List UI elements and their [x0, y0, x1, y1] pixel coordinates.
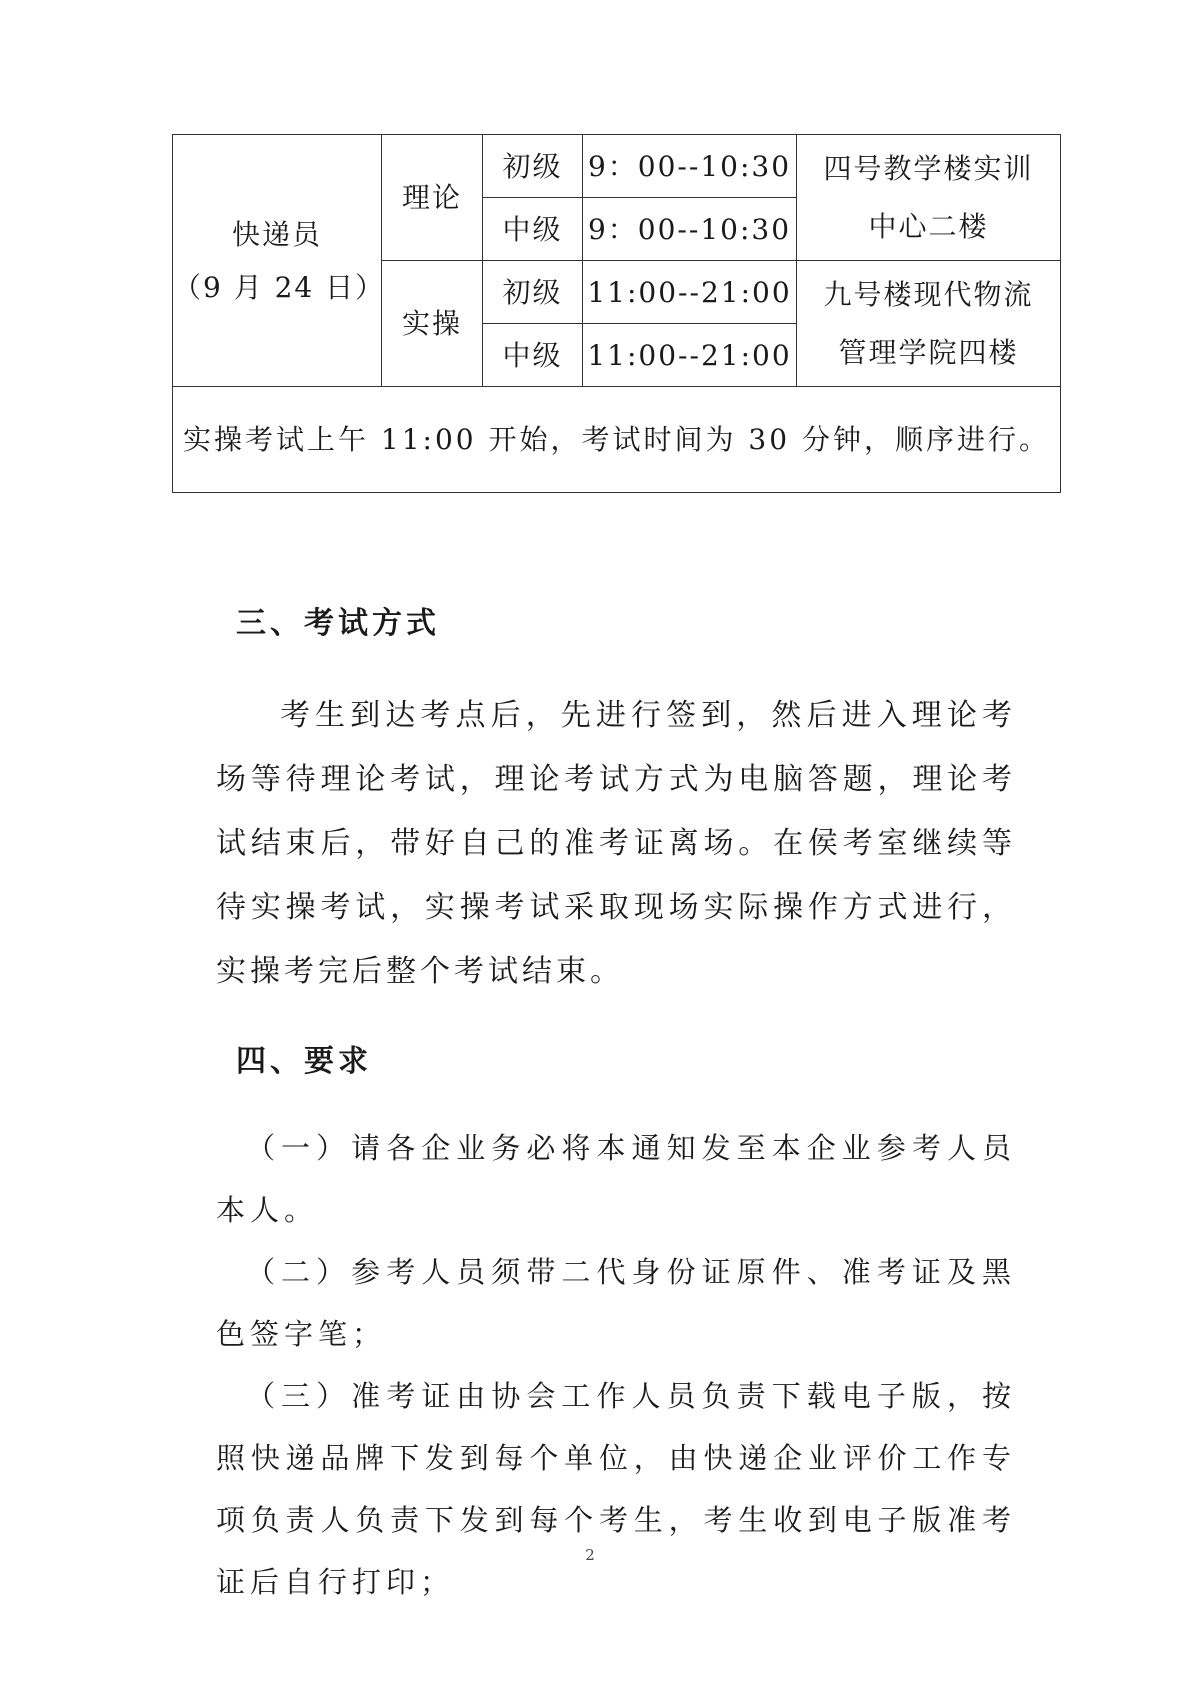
level-cell: 中级 [483, 324, 583, 387]
requirement-item-2: （二）参考人员须带二代身份证原件、准考证及黑色签字笔； [216, 1255, 1016, 1351]
theory-label: 理论 [382, 135, 483, 261]
level-cell: 初级 [483, 261, 583, 324]
practice-note: 实操考试上午 11:00 开始，考试时间为 30 分钟，顺序进行。 [173, 387, 1061, 493]
exam-schedule-table [172, 134, 1061, 493]
time-cell: 11:00--21:00 [583, 324, 797, 387]
section3-heading: 三、考试方式 [236, 606, 440, 641]
time-cell: 11:00--21:00 [583, 261, 797, 324]
time-cell: 9：00--10:30 [583, 135, 797, 198]
exam-date: （9 月 24 日） [173, 270, 386, 304]
page-number: 2 [585, 1546, 595, 1564]
requirement-item-1: （一）请各企业务必将本通知发至本企业参考人员本人。 [216, 1131, 1016, 1227]
level-cell: 中级 [483, 198, 583, 261]
theory-location: 四号教学楼实训中心二楼 [797, 135, 1061, 261]
practice-location: 九号楼现代物流管理学院四楼 [797, 261, 1061, 387]
requirement-item-3: （三）准考证由协会工作人员负责下载电子版，按照快递品牌下发到每个单位，由快递企业评价工作专项负责人负责下发到每个考生，考生收到电子版准考证后自行打印； [216, 1379, 1016, 1599]
practice-label: 实操 [382, 261, 483, 387]
section3-body: 考生到达考点后，先进行签到，然后进入理论考场等待理论考试，理论考试方式为电脑答题，理论考试结束后，带好自己的准考证离场。在侯考室继续等待实操考试，实操考试采取现场实际操作方式进行，实操考完后整个考试结束。 [216, 698, 1016, 989]
job-name: 快递员 [231, 217, 322, 251]
job-cell [173, 135, 386, 387]
section4-heading: 四、要求 [236, 1044, 372, 1079]
time-cell: 9：00--10:30 [583, 198, 797, 261]
level-cell: 初级 [483, 135, 583, 198]
